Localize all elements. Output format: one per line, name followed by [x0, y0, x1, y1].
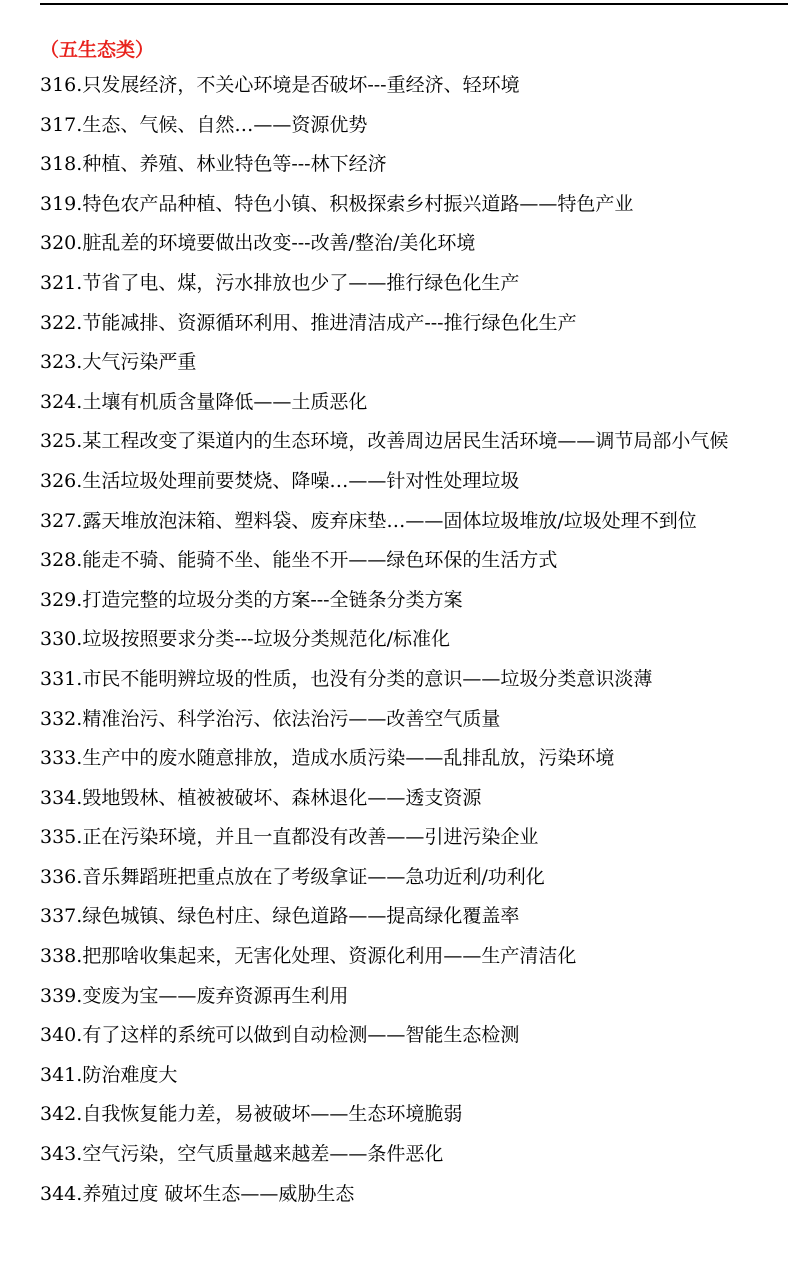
item-text: 特色农产品种植、特色小镇、积极探索乡村振兴道路——特色产业 [82, 192, 634, 215]
list-item [40, 977, 792, 1017]
item-text: 生态、气候、自然…——资源优势 [82, 113, 368, 136]
list-item [40, 383, 792, 423]
list-item [40, 145, 792, 185]
item-number: 319. [40, 192, 83, 215]
list-item [40, 700, 792, 740]
list-item [40, 779, 792, 819]
item-number: 330. [40, 628, 83, 651]
item-number: 328. [40, 549, 83, 572]
item-number: 317. [40, 113, 83, 136]
item-number: 322. [40, 311, 83, 334]
item-number: 324. [40, 390, 83, 413]
list-item [40, 739, 792, 779]
item-number: 333. [40, 747, 83, 770]
top-rule [40, 3, 788, 5]
item-number: 327. [40, 509, 83, 532]
item-text: 大气污染严重 [82, 351, 197, 374]
list-item [40, 937, 792, 977]
item-number: 318. [40, 153, 83, 176]
list-item [40, 620, 792, 660]
item-text: 变废为宝——废弃资源再生利用 [82, 984, 349, 1007]
item-number: 337. [40, 905, 83, 928]
item-number: 326. [40, 469, 83, 492]
item-number: 320. [40, 232, 83, 255]
item-number: 338. [40, 945, 83, 968]
list-item [40, 1135, 792, 1175]
item-text: 生产中的废水随意排放，造成水质污染——乱排乱放，污染环境 [82, 747, 615, 770]
list-item [40, 897, 792, 937]
item-text: 节能减排、资源循环利用、推进清洁成产---推行绿色化生产 [82, 311, 577, 334]
list-item [40, 818, 792, 858]
list-item [40, 343, 792, 383]
item-text: 垃圾按照要求分类---垃圾分类规范化/标准化 [82, 628, 450, 651]
item-number: 325. [40, 430, 83, 453]
list-item [40, 541, 792, 581]
list-item [40, 304, 792, 344]
item-text: 空气污染，空气质量越来越差——条件恶化 [82, 1143, 444, 1166]
item-text: 正在污染环境，并且一直都没有改善——引进污染企业 [82, 826, 539, 849]
item-text: 自我恢复能力差，易被破坏——生态环境脆弱 [82, 1103, 463, 1126]
item-text: 精准治污、科学治污、依法治污——改善空气质量 [82, 707, 501, 730]
list-item [40, 66, 792, 106]
item-number: 340. [40, 1024, 83, 1047]
list-item [40, 462, 792, 502]
list-item [40, 660, 792, 700]
item-text: 露天堆放泡沫箱、塑料袋、废弃床垫…——固体垃圾堆放/垃圾处理不到位 [82, 509, 697, 532]
item-text: 某工程改变了渠道内的生态环境，改善周边居民生活环境——调节局部小气候 [82, 430, 729, 453]
item-text: 脏乱差的环境要做出改变---改善/整治/美化环境 [82, 232, 476, 255]
item-text: 节省了电、煤，污水排放也少了——推行绿色化生产 [82, 271, 520, 294]
item-number: 331. [40, 667, 83, 690]
item-number: 334. [40, 786, 83, 809]
item-text: 防治难度大 [82, 1063, 178, 1086]
item-number: 316. [40, 74, 83, 96]
section-title: （五生态类） [40, 39, 155, 61]
item-text: 种植、养殖、林业特色等---林下经济 [82, 153, 387, 176]
item-text: 打造完整的垃圾分类的方案---全链条分类方案 [82, 588, 463, 611]
item-text: 土壤有机质含量降低——土质恶化 [82, 390, 368, 413]
list-item [40, 1095, 792, 1135]
item-text: 有了这样的系统可以做到自动检测——智能生态检测 [82, 1024, 520, 1047]
item-text: 能走不骑、能骑不坐、能坐不开——绿色环保的生活方式 [82, 549, 558, 572]
item-number: 321. [40, 271, 83, 294]
item-text: 把那啥收集起来，无害化处理、资源化利用——生产清洁化 [82, 945, 577, 968]
list-item [40, 106, 792, 146]
item-number: 344. [40, 1182, 83, 1205]
item-text: 音乐舞蹈班把重点放在了考级拿证——急功近利/功利化 [82, 865, 545, 888]
item-number: 329. [40, 588, 83, 611]
list-item [40, 422, 792, 462]
list-item [40, 581, 792, 621]
document-body [40, 34, 792, 1214]
list-item [40, 264, 792, 304]
item-number: 339. [40, 984, 83, 1007]
item-text: 生活垃圾处理前要焚烧、降噪…——针对性处理垃圾 [82, 469, 520, 492]
list-item [40, 1056, 792, 1096]
item-number: 323. [40, 351, 83, 374]
item-text: 只发展经济，不关心环境是否破坏---重经济、轻环境 [82, 74, 520, 96]
item-number: 332. [40, 707, 83, 730]
list-item [40, 224, 792, 264]
item-text: 毁地毁林、植被被破坏、森林退化——透支资源 [82, 786, 482, 809]
item-text: 市民不能明辨垃圾的性质，也没有分类的意识——垃圾分类意识淡薄 [82, 667, 653, 690]
item-text: 绿色城镇、绿色村庄、绿色道路——提高绿化覆盖率 [82, 905, 520, 928]
item-number: 342. [40, 1103, 83, 1126]
list-item [40, 1016, 792, 1056]
list-item [40, 858, 792, 898]
item-number: 335. [40, 826, 83, 849]
list-item [40, 502, 792, 542]
list-item [40, 185, 792, 225]
item-text: 养殖过度 破坏生态——威胁生态 [82, 1182, 355, 1205]
item-number: 343. [40, 1143, 83, 1166]
item-number: 336. [40, 865, 83, 888]
item-number: 341. [40, 1063, 83, 1086]
list-item [40, 1175, 792, 1215]
